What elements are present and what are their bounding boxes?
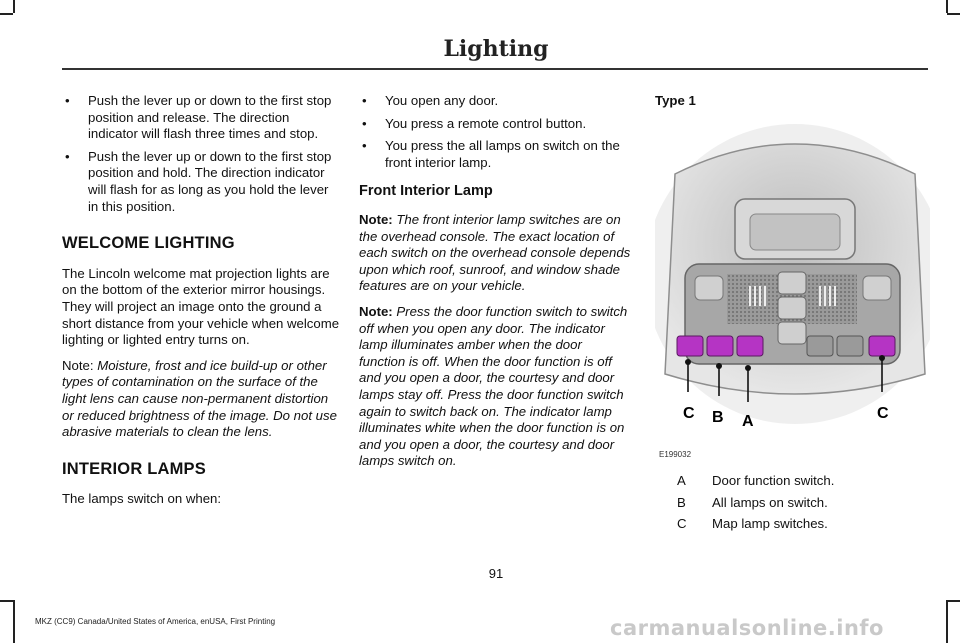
- section-heading-welcome: WELCOME LIGHTING: [62, 234, 235, 253]
- list-item: • You press the all lamps on switch on the front interior lamp.: [362, 138, 620, 170]
- figure-code: E199032: [659, 450, 692, 459]
- column-3: [655, 93, 930, 531]
- callout-label: B: [712, 408, 724, 426]
- column-2: [359, 93, 631, 479]
- column-1: [62, 93, 342, 517]
- crop-mark: [0, 600, 13, 602]
- crop-mark: [0, 13, 13, 15]
- paragraph: The Lincoln welcome mat projection lights are on the bottom of the exterior mirror housings. They will project an image onto the ground a short distance from your vehicle when welcome lighting or lighted entry turns on.: [62, 265, 340, 348]
- overhead-console-illustration: [655, 114, 930, 449]
- legend-row: A Door function switch.: [677, 473, 835, 488]
- crop-mark: [946, 600, 948, 643]
- note: Note: Moisture, frost and ice build-up or other types of contamination on the surface of the light lens can cause non-permanent distortion or reduced brightness of the image. Do not use abrasive materials to clean the lens.: [62, 357, 337, 440]
- callout-label: C: [877, 404, 889, 422]
- note: Note: Press the door function switch to switch off when you open any door. The indicator lamp illuminates amber when the door function is off. When the door function is off and you open a door, the courtesy and door lamps stay off. Press the door function switch again to switch back on. The indicator lamp illuminates white when the door function is on and you open a door, the courtesy and door lamps switch on.: [359, 303, 628, 469]
- list-item: • You press a remote control button.: [362, 115, 587, 131]
- section-heading-front: Front Interior Lamp: [359, 183, 493, 200]
- overhead-console-figure: [655, 114, 930, 449]
- crop-mark: [947, 13, 960, 15]
- crop-mark: [946, 0, 948, 13]
- section-heading-interior: INTERIOR LAMPS: [62, 459, 206, 478]
- bullet-list: [359, 93, 631, 171]
- figure-type-label: Type 1: [655, 93, 696, 108]
- callout-label: C: [683, 404, 695, 422]
- watermark: carmanualsonline.info: [610, 616, 884, 640]
- bullet-list: [62, 93, 342, 215]
- list-item: • You open any door.: [362, 93, 499, 108]
- crop-mark: [13, 600, 15, 643]
- list-item: • Push the lever up or down to the first stop position and hold. The direction indicator will flash for as long as you hold the lever in this position.: [65, 148, 332, 214]
- legend-row: C Map lamp switches.: [677, 516, 828, 531]
- page-number: 91: [488, 566, 504, 581]
- legend-row: B All lamps on switch.: [677, 494, 828, 510]
- figure-legend: [655, 473, 930, 538]
- header-rule: [62, 68, 928, 70]
- note: Note: The front interior lamp switches are on the overhead console. The exact location of each switch on the overhead console depends upon which roof, sunroof, and window shade features are on your vehicle.: [359, 211, 631, 294]
- footer-text: MKZ (CC9) Canada/United States of America, enUSA, First Printing: [35, 617, 276, 626]
- list-item: • Push the lever up or down to the first stop position and release. The direction indicator will flash three times and stop.: [65, 93, 332, 142]
- callout-label: A: [742, 412, 754, 430]
- paragraph: The lamps switch on when:: [62, 491, 222, 507]
- page-title: Lighting: [443, 36, 549, 62]
- crop-mark: [13, 0, 15, 13]
- crop-mark: [947, 600, 960, 602]
